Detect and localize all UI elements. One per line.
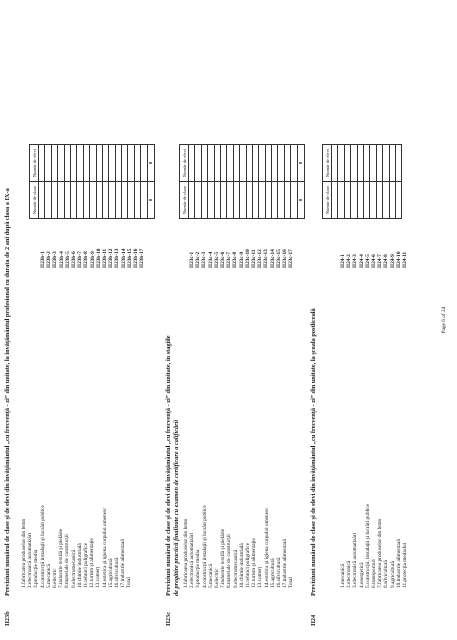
row-code: II23b-10 [95,248,102,268]
list-item: 9.electromecanică [70,549,77,588]
input-cell[interactable] [395,182,401,219]
total-cell: 0 [297,182,304,219]
list-item: 2.electronică automatizări [27,533,34,588]
row-code: II23b-7 [77,251,84,268]
list-item: 1.fabricarea produselor din lemn [21,518,27,588]
list-item: 5.mecanică [207,564,214,588]
row-code: II24-9 [389,254,396,268]
list-item: 10.chimie industrială [238,543,245,588]
total-cell: 0 [147,145,154,182]
total-row [147,145,154,219]
list-item: 8.silvicultură [383,560,390,588]
row-code: II23b-9 [89,251,96,268]
list-item: 3.producţie media [33,549,40,588]
row-code: II24-3 [352,254,359,268]
list-item: 10.industrie alimentară [395,539,402,588]
column-header: Număr de elevi [323,145,332,182]
total-cell: 0 [147,182,154,219]
list-item: 17.industrie alimentară [120,539,127,588]
column-header: Număr de elevi [180,145,189,182]
row-code: II23c-1 [189,251,195,268]
row-code: II23b-13 [114,248,121,268]
list-item: 4.construcţii instalaţii şi lucrări publice [201,505,208,588]
list-item: 4.construcţii instalaţii şi lucrări publice [39,505,46,588]
row-code: II23b-14 [120,248,127,268]
code-list [340,252,408,268]
section-title: Previziuni numărul de clase şi de elevi din învăţământul „cu frecvenţă - zi” din unitate, la şcoala postliceală [310,308,317,596]
total-cell: 0 [297,145,304,182]
section-title: Previziuni numărul de clase şi de elevi din învăţământul „cu frecvenţă - zi” din unitate, la învăţământul profesional cu durata de 2 ani după clasa a IX-a [4,188,11,596]
list-item: 13.comerț [95,566,102,588]
list-item: 10.chimie industrială [76,543,83,588]
list-item: 6.electric [214,568,221,588]
row-code: II23c-10 [244,249,251,268]
page-footer: Page 6 of 24 [441,306,447,334]
list-item: Total [288,577,295,588]
row-code: II23b-11 [102,248,109,268]
list-item: 11.tehnici poligrafice [245,542,252,588]
row-code: II23b-3 [52,251,59,268]
code-list [40,249,145,268]
list-item: 7.industrie textilă şi pielărie [58,528,65,588]
list-item: 11.tehnici poligrafice [83,542,90,588]
list-item: 1.fabricarea produselor din lemn [183,518,189,588]
list-item: 2.electronică [346,560,353,588]
list-item: 9.agricultură [389,561,396,588]
section-code: II24 [310,614,317,626]
section-subtitle: de pregătire practică finalizate cu examen de certificare a calificării [173,419,180,596]
column-header: Număr de clase [180,182,189,219]
data-table [322,144,402,219]
row-code: II24-10 [395,251,402,268]
item-list [21,505,133,588]
list-item: 6.transporturi [371,559,378,588]
list-item: 7.fabricarea produselor din lemn [377,518,384,588]
item-list [183,505,295,588]
column-header: Număr de clase [323,182,332,219]
row-code: II23c-13 [263,249,270,268]
row-code: II23b-1 [40,251,46,268]
row-code: II23c-11 [251,249,258,268]
list-item: 2.electronică automatizări [189,533,196,588]
row-code: II23b-12 [108,248,115,268]
row-code: II23c-14 [269,249,276,268]
list-item: 14.estetica şi igiena corpului omenesc [263,507,270,588]
list-item: 16.silvicultură [114,557,121,588]
row-code: II24-8 [383,254,390,268]
row-code: II23c-5 [213,251,220,268]
row-code: II23c-12 [257,249,264,268]
row-code: II24-5 [364,254,371,268]
row-code: II23b-8 [83,251,90,268]
row-code: II24-6 [371,254,378,268]
list-item: 3.producţie media [195,549,202,588]
data-table [29,144,155,219]
list-item: 12.turism şi alimentaţie [89,538,96,588]
data-table [179,144,305,219]
row-code: II23b-5 [64,251,71,268]
list-item: 1.mecanică [340,564,346,588]
section-heading [310,136,318,596]
section-heading [4,136,12,596]
total-row [297,145,304,219]
row-code: II23c-7 [226,251,233,268]
list-item: 15.agricultură [269,558,276,588]
row-code: II23c-16 [282,249,289,268]
list-item: 4.energetică [358,562,365,588]
row-code: II24-2 [346,254,353,268]
section-code: II23b [4,611,11,626]
row-code: II23c-6 [220,251,227,268]
row-code: II23b-2 [46,251,53,268]
list-item: 17.industrie alimentară [282,539,289,588]
row-code: II23c-8 [232,251,239,268]
table-row [395,145,401,219]
list-item: 15.agricultură [107,558,114,588]
list-item: 8.materiale de construcţii [64,534,71,588]
list-item: 13.comerț [257,566,264,588]
row-code: II23b-4 [58,251,65,268]
list-item: Total [126,577,133,588]
list-item: 6.electric [52,568,59,588]
list-item: 16.silvicultură [276,557,283,588]
row-code: II23c-2 [195,251,202,268]
row-code: II23b-15 [126,248,133,268]
list-item: 14.estetica şi igiena corpului omenesc [101,507,108,588]
column-header: Număr de clase [30,182,39,219]
row-code: II24-7 [377,254,384,268]
section-title: Previziuni numărul de clase şi de elevi din învăţământul „cu frecvenţă - zi” din unitate, în stagiile [165,335,172,596]
section-code: II23c [165,612,172,626]
list-item: 7.industrie textilă şi pielărie [220,528,227,588]
list-item: 12.turism şi alimentaţie [251,538,258,588]
list-item: 3.electronică automatizări [352,533,359,588]
row-code: II23c-17 [288,249,295,268]
input-cell[interactable] [395,145,401,182]
list-item: 11.protecţia mediului [402,542,409,588]
row-code: II24-11 [402,251,409,268]
code-list [189,249,294,268]
list-item: 9.electromecanică [232,549,239,588]
row-code: II23c-9 [238,251,245,268]
list-item: 8.materiale de construcţii [226,534,233,588]
row-code: II23b-6 [71,251,78,268]
list-item: 5.construcţii, instalaţii şi lucrări publice [364,503,371,588]
row-code: II23c-15 [275,249,282,268]
row-code: II24-1 [340,254,346,268]
row-code: II23c-3 [201,251,208,268]
row-code: II24-4 [358,254,365,268]
item-list [340,504,408,588]
list-item: 5.mecanică [45,564,52,588]
row-code: II23b-16 [133,248,140,268]
row-code: II23b-17 [139,248,146,268]
column-header: Număr de elevi [30,145,39,182]
row-code: II23c-4 [207,251,214,268]
